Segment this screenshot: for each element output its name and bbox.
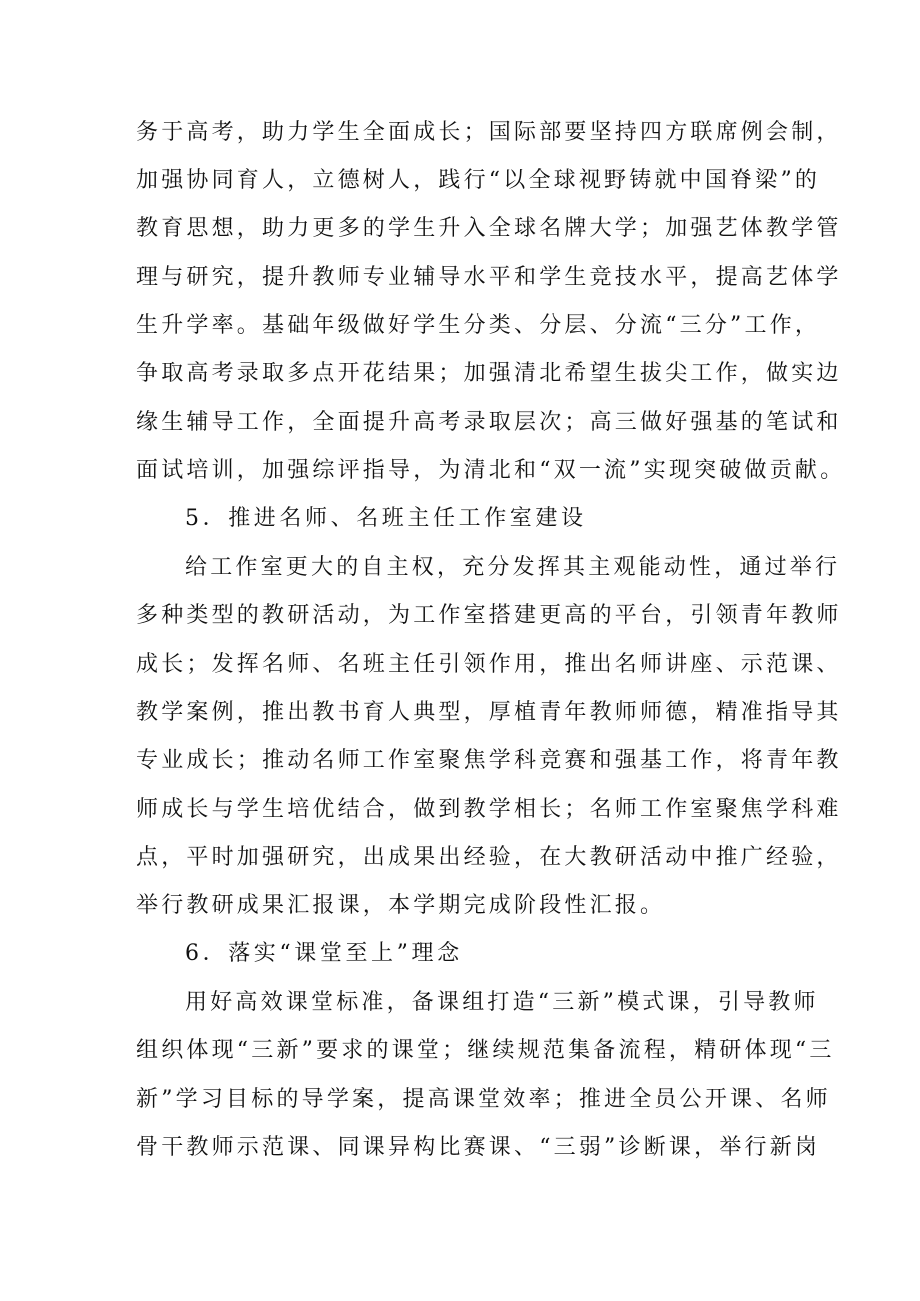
paragraph-line: 多种类型的教研活动，为工作室搭建更高的平台，引领青年教师 [136, 603, 842, 628]
section-heading-6: 6．落实“课堂至上”理念 [185, 941, 463, 966]
paragraph-line: 教育思想，助力更多的学生升入全球名牌大学；加强艺体教学管 [136, 216, 842, 241]
paragraph-line: 举行教研成果汇报课，本学期完成阶段性汇报。 [136, 893, 666, 918]
paragraph-line: 给工作室更大的自主权，充分发挥其主观能动性，通过举行 [185, 555, 841, 580]
paragraph-line: 点，平时加强研究，出成果出经验，在大教研活动中推广经验， [136, 845, 842, 870]
paragraph-line: 生升学率。基础年级做好学生分类、分层、分流“三分”工作， [136, 313, 821, 338]
paragraph-line: 专业成长；推动名师工作室聚焦学科竞赛和强基工作，将青年教 [136, 748, 842, 773]
paragraph-line: 教学案例，推出教书育人典型，厚植青年教师师德，精准指导其 [136, 700, 842, 725]
paragraph-line: 务于高考，助力学生全面成长；国际部要坚持四方联席例会制， [136, 120, 842, 145]
section-heading-5: 5．推进名师、名班主任工作室建设 [185, 506, 587, 531]
paragraph-line: 缘生辅导工作，全面提升高考录取层次；高三做好强基的笔试和 [136, 410, 842, 435]
paragraph-line: 面试培训，加强综评指导，为清北和“双一流”实现突破做贡献。 [136, 458, 846, 483]
paragraph-line: 新”学习目标的导学案，提高课堂效率；推进全员公开课、名师 [136, 1087, 831, 1112]
paragraph-line: 用好高效课堂标准，备课组打造“三新”模式课，引导教师 [185, 990, 819, 1015]
paragraph-line: 理与研究，提升教师专业辅导水平和学生竞技水平，提高艺体学 [136, 265, 842, 290]
paragraph-line: 骨干教师示范课、同课异构比赛课、“三弱”诊断课，举行新岗 [136, 1135, 821, 1160]
paragraph-line: 师成长与学生培优结合，做到教学相长；名师工作室聚焦学科难 [136, 797, 842, 822]
paragraph-line: 争取高考录取多点开花结果；加强清北希望生拔尖工作，做实边 [136, 361, 842, 386]
paragraph-line: 组织体现“三新”要求的课堂；继续规范集备流程，精研体现“三 [136, 1038, 835, 1063]
paragraph-line: 成长；发挥名师、名班主任引领作用，推出名师讲座、示范课、 [136, 652, 842, 677]
paragraph-line: 加强协同育人，立德树人，践行“以全球视野铸就中国脊梁”的 [136, 168, 821, 193]
